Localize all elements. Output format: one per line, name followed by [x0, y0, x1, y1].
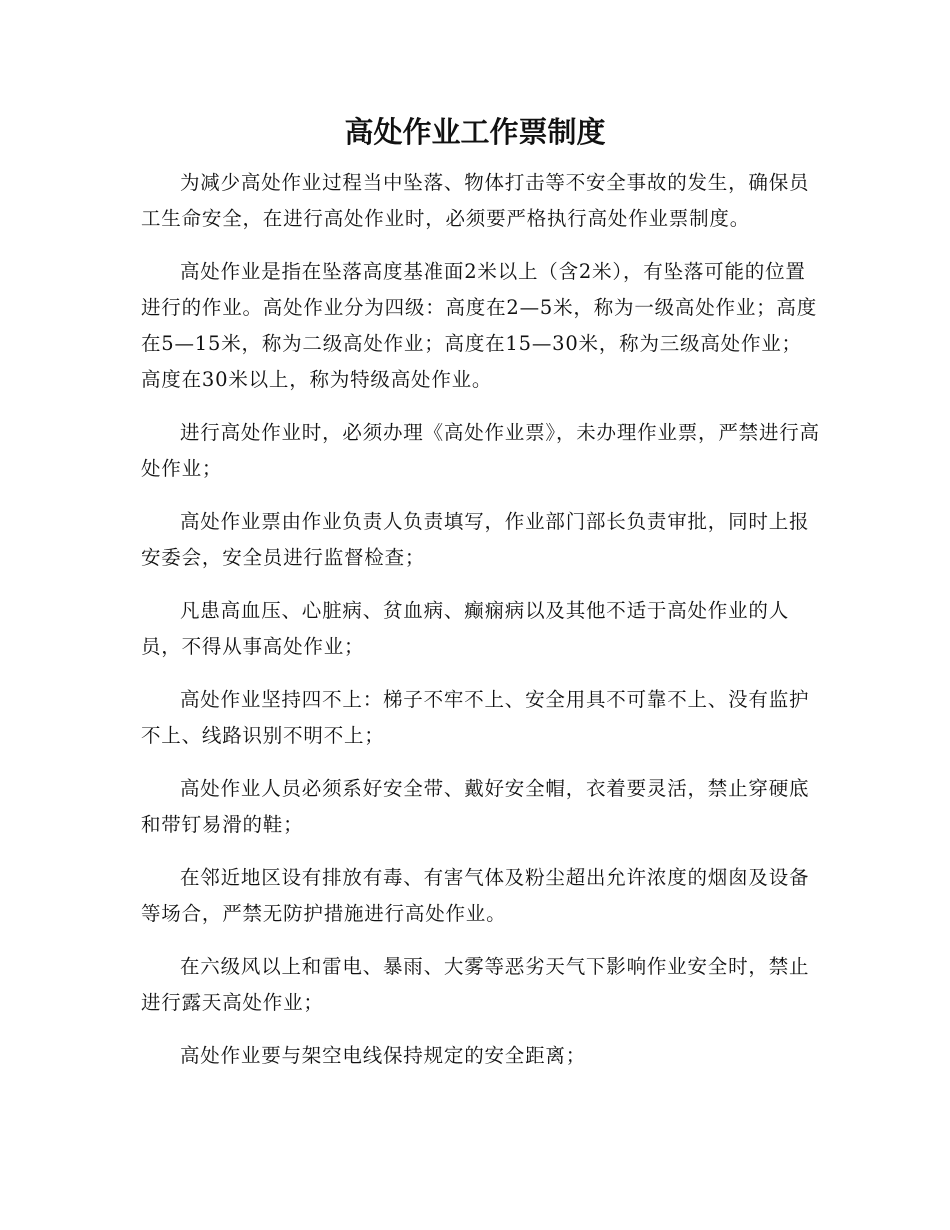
paragraph-power-lines: 高处作业要与架空电线保持规定的安全距离；	[180, 1044, 587, 1067]
paragraph-work-permit: 进行高处作业时，必须办理《高处作业票》，未办理作业票，严禁进行高处作业；	[141, 421, 820, 480]
paragraph-toxic-environment: 在邻近地区设有排放有毒、有害气体及粉尘超出允许浓度的烟囱及设备等场合，严禁无防护措施进行高处作业。	[141, 866, 810, 925]
paragraph-weather: 在六级风以上和雷电、暴雨、大雾等恶劣天气下影响作业安全时，禁止进行露天高处作业；	[141, 955, 810, 1014]
paragraph-protective-gear: 高处作业人员必须系好安全带、戴好安全帽，衣着要灵活，禁止穿硬底和带钉易滑的鞋；	[141, 777, 810, 836]
paragraph-four-rules: 高处作业坚持四不上：梯子不牢不上、安全用具不可靠不上、没有监护不上、线路识别不明不上；	[141, 688, 810, 747]
document-body	[141, 165, 821, 1074]
document-title: 高处作业工作票制度	[344, 115, 606, 149]
paragraph-purpose: 为减少高处作业过程当中坠落、物体打击等不安全事故的发生，确保员工生命安全，在进行高处作业时，必须要严格执行高处作业票制度。	[141, 171, 810, 230]
paragraph-definition: 高处作业是指在坠落高度基准面2米以上（含2米），有坠落可能的位置进行的作业。高处作业分为四级：高度在2—5米，称为一级高处作业；高度在5—15米，称为二级高处作业；高度在15—30米，称为三级高处作业；高度在30米以上，称为特级高处作业。	[141, 260, 818, 391]
paragraph-approval: 高处作业票由作业负责人负责填写，作业部门部长负责审批，同时上报安委会，安全员进行监督检查；	[141, 510, 810, 569]
paragraph-health-restriction: 凡患高血压、心脏病、贫血病、癫痫病以及其他不适于高处作业的人员，不得从事高处作业；	[141, 599, 790, 658]
